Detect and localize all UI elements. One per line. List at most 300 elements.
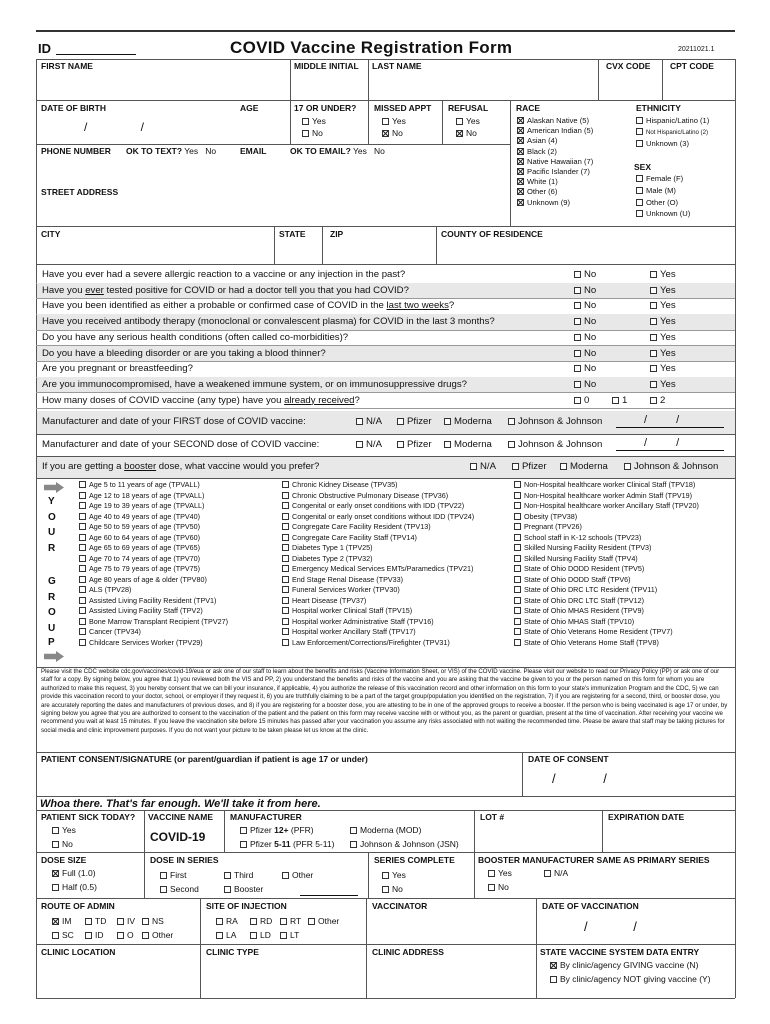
ethnicity-option[interactable] (636, 140, 689, 149)
checkbox[interactable] (636, 175, 643, 182)
checkbox-checked[interactable] (52, 870, 59, 877)
route-option[interactable] (117, 931, 134, 941)
checkbox[interactable] (302, 130, 309, 137)
group-option[interactable] (514, 534, 641, 542)
checkbox[interactable] (282, 639, 289, 646)
option-label: Congenital or early onset conditions with IDD (TPV22) (292, 501, 465, 510)
checkbox[interactable] (350, 841, 357, 848)
race-option[interactable] (517, 137, 557, 146)
answer-option[interactable] (650, 300, 676, 311)
option-label: Hispanic/Latino (1) (646, 116, 710, 125)
checkbox[interactable] (350, 827, 357, 834)
group-option[interactable] (79, 492, 204, 500)
checkbox[interactable] (79, 576, 86, 583)
checkbox[interactable] (282, 565, 289, 572)
checkbox-checked[interactable] (517, 158, 524, 165)
checkbox[interactable] (85, 918, 92, 925)
group-option[interactable] (79, 502, 204, 510)
dose-option[interactable] (512, 461, 547, 472)
checkbox[interactable] (282, 618, 289, 625)
race-option[interactable] (517, 148, 557, 157)
checkbox[interactable] (160, 886, 167, 893)
checkbox[interactable] (650, 318, 657, 325)
ethnicity-option[interactable] (636, 117, 709, 126)
checkbox[interactable] (574, 287, 581, 294)
series-second[interactable]: Second (160, 885, 199, 895)
group-letter: P (48, 637, 55, 648)
checkbox[interactable] (308, 918, 315, 925)
refusal-yes[interactable] (456, 117, 480, 127)
checkbox[interactable] (636, 117, 643, 124)
group-option[interactable] (514, 607, 644, 615)
checkbox[interactable] (514, 544, 521, 551)
answer-option[interactable] (574, 348, 596, 359)
group-option[interactable] (79, 586, 131, 594)
checkbox[interactable] (356, 418, 363, 425)
checkbox[interactable] (52, 932, 59, 939)
dose-option[interactable] (624, 461, 718, 472)
checkbox[interactable] (574, 334, 581, 341)
checkbox[interactable] (650, 334, 657, 341)
checkbox[interactable] (514, 639, 521, 646)
date-of-consent-field[interactable]: / / (552, 771, 607, 786)
group-option[interactable] (282, 586, 400, 594)
checkbox-checked[interactable] (52, 918, 59, 925)
group-option[interactable] (514, 565, 644, 573)
route-option[interactable] (52, 931, 74, 941)
mfr-moderna[interactable]: Moderna (MOD) (350, 826, 421, 836)
answer-option[interactable] (650, 269, 676, 280)
checkbox[interactable] (636, 199, 643, 206)
checkbox-checked[interactable] (456, 130, 463, 137)
checkbox[interactable] (79, 586, 86, 593)
group-option[interactable] (282, 534, 417, 542)
answer-option[interactable] (574, 395, 589, 406)
entry-giving[interactable]: By clinic/agency GIVING vaccine (N) (550, 961, 698, 971)
checkbox[interactable] (117, 932, 124, 939)
series-other[interactable]: Other (282, 871, 313, 881)
missed-yes[interactable] (382, 117, 406, 127)
group-option[interactable] (79, 639, 203, 647)
group-option[interactable] (282, 639, 450, 647)
group-option[interactable] (79, 597, 216, 605)
bm-yes[interactable]: Yes (488, 869, 512, 879)
sick-no[interactable]: No (52, 840, 73, 850)
city-label: CITY (41, 229, 61, 239)
site-option[interactable] (280, 917, 301, 927)
checkbox-checked[interactable] (550, 962, 557, 969)
checkbox[interactable] (79, 523, 86, 530)
answer-option[interactable] (612, 395, 627, 406)
arrow-icon (44, 482, 64, 493)
checkbox[interactable] (514, 618, 521, 625)
site-option[interactable] (216, 917, 238, 927)
route-option[interactable] (85, 931, 104, 941)
group-option[interactable] (282, 607, 412, 615)
checkbox[interactable] (224, 886, 231, 893)
checkbox[interactable] (550, 976, 557, 983)
group-option[interactable] (79, 523, 200, 531)
checkbox[interactable] (514, 565, 521, 572)
site-option[interactable] (250, 931, 271, 941)
checkbox[interactable] (282, 607, 289, 614)
group-letter: R (48, 543, 56, 554)
checkbox[interactable] (650, 287, 657, 294)
checkbox-checked[interactable] (517, 199, 524, 206)
group-option[interactable] (514, 586, 657, 594)
checkbox[interactable] (282, 523, 289, 530)
checkbox-checked[interactable] (517, 148, 524, 155)
mfr-pfizer-12[interactable]: Pfizer 12+ (PFR) (240, 826, 314, 836)
checkbox-checked[interactable] (517, 137, 524, 144)
checkbox[interactable] (636, 128, 643, 135)
checkbox[interactable] (79, 502, 86, 509)
date-vaccination-field[interactable]: / / (584, 919, 637, 934)
group-option[interactable] (514, 618, 634, 626)
bm-no[interactable]: No (488, 883, 509, 893)
checkbox[interactable] (79, 555, 86, 562)
answer-option[interactable] (574, 300, 596, 311)
checkbox[interactable] (160, 872, 167, 879)
checkbox[interactable] (574, 302, 581, 309)
checkbox[interactable] (282, 628, 289, 635)
sex-option[interactable] (636, 210, 690, 219)
question-text: Do you have any serious health conditions (often called co-morbidities)? (42, 331, 349, 343)
checkbox[interactable] (52, 884, 59, 891)
checkbox[interactable] (280, 932, 287, 939)
checkbox[interactable] (456, 118, 463, 125)
sex-option[interactable] (636, 175, 683, 184)
checkbox[interactable] (282, 576, 289, 583)
checkbox[interactable] (302, 118, 309, 125)
bm-na[interactable]: N/A (544, 869, 568, 879)
checkbox[interactable] (512, 463, 519, 470)
checkbox[interactable] (574, 381, 581, 388)
group-option[interactable] (282, 565, 473, 573)
group-option[interactable] (282, 544, 373, 552)
group-option[interactable] (514, 481, 695, 489)
checkbox[interactable] (282, 872, 289, 879)
group-letter: O (48, 512, 56, 523)
checkbox[interactable] (636, 187, 643, 194)
first-name-label: FIRST NAME (41, 61, 93, 71)
checkbox-checked[interactable] (382, 130, 389, 137)
checkbox[interactable] (79, 618, 86, 625)
email-no[interactable]: No (373, 146, 385, 156)
group-option[interactable] (282, 555, 373, 563)
checkbox-checked[interactable] (517, 127, 524, 134)
answer-option[interactable] (574, 363, 596, 374)
checkbox[interactable] (79, 534, 86, 541)
missed-no[interactable] (382, 129, 403, 139)
dose-option[interactable] (508, 439, 602, 450)
checkbox[interactable] (514, 492, 521, 499)
group-option[interactable] (514, 523, 582, 531)
checkbox[interactable] (52, 841, 59, 848)
checkbox[interactable] (79, 607, 86, 614)
checkbox[interactable] (79, 513, 86, 520)
answer-option[interactable] (574, 269, 596, 280)
group-option[interactable] (514, 628, 673, 636)
group-option[interactable] (79, 544, 200, 552)
text-yes[interactable]: Yes (184, 146, 199, 156)
checkbox[interactable] (444, 418, 451, 425)
checkbox[interactable] (488, 870, 495, 877)
complete-yes[interactable]: Yes (382, 871, 406, 881)
group-option[interactable] (79, 576, 207, 584)
checkbox[interactable] (636, 140, 643, 147)
checkbox[interactable] (224, 872, 231, 879)
checkbox[interactable] (79, 597, 86, 604)
option-label: State of Ohio DRC LTC Resident (TPV11) (524, 585, 658, 594)
group-option[interactable] (514, 597, 644, 605)
checkbox[interactable] (514, 555, 521, 562)
route-option[interactable] (52, 917, 71, 927)
answer-option[interactable] (574, 285, 596, 296)
checkbox[interactable] (650, 365, 657, 372)
group-option[interactable] (79, 607, 203, 615)
race-option[interactable] (517, 168, 590, 177)
group-option[interactable] (514, 555, 638, 563)
frame-line (36, 796, 735, 797)
mfr-jj[interactable]: Johnson & Johnson (JSN) (350, 840, 459, 850)
site-option[interactable] (308, 917, 339, 927)
site-option[interactable] (280, 931, 299, 941)
site-option[interactable] (216, 931, 236, 941)
checkbox[interactable] (574, 318, 581, 325)
checkbox[interactable] (574, 397, 581, 404)
frame-line (36, 59, 37, 998)
checkbox[interactable] (514, 534, 521, 541)
checkbox[interactable] (514, 607, 521, 614)
checkbox[interactable] (514, 481, 521, 488)
option-label: No (584, 269, 597, 280)
route-option[interactable] (142, 917, 164, 927)
seventeen-no[interactable] (302, 129, 323, 139)
group-option[interactable] (514, 544, 651, 552)
checkbox[interactable] (79, 639, 86, 646)
group-option[interactable] (282, 576, 403, 584)
checkbox[interactable] (282, 481, 289, 488)
answer-option[interactable] (650, 363, 676, 374)
checkbox[interactable] (79, 481, 86, 488)
checkbox[interactable] (514, 586, 521, 593)
frame-line (274, 226, 275, 264)
group-option[interactable] (514, 513, 577, 521)
checkbox[interactable] (624, 463, 631, 470)
answer-option[interactable] (574, 379, 596, 390)
checkbox[interactable] (514, 502, 521, 509)
checkbox[interactable] (514, 523, 521, 530)
checkbox[interactable] (560, 463, 567, 470)
checkbox[interactable] (280, 918, 287, 925)
option-label: Age 50 to 59 years of age (TPV50) (89, 522, 201, 531)
checkbox[interactable] (282, 492, 289, 499)
site-option[interactable] (250, 917, 272, 927)
group-option[interactable] (282, 502, 464, 510)
checkbox[interactable] (282, 502, 289, 509)
answer-option[interactable] (650, 379, 676, 390)
checkbox[interactable] (574, 271, 581, 278)
checkbox[interactable] (250, 932, 257, 939)
checkbox[interactable] (514, 513, 521, 520)
group-option[interactable] (79, 534, 200, 542)
checkbox-checked[interactable] (517, 168, 524, 175)
checkbox[interactable] (52, 827, 59, 834)
dob-field[interactable]: / / (84, 120, 145, 134)
group-option[interactable] (79, 628, 141, 636)
dose-option[interactable] (560, 461, 608, 472)
checkbox[interactable] (382, 886, 389, 893)
checkbox-checked[interactable] (517, 178, 524, 185)
group-option[interactable] (282, 597, 366, 605)
group-option[interactable] (514, 502, 699, 510)
checkbox[interactable] (282, 597, 289, 604)
checkbox[interactable] (382, 118, 389, 125)
sex-option[interactable] (636, 187, 676, 196)
checkbox[interactable] (216, 918, 223, 925)
group-option[interactable] (79, 513, 200, 521)
race-option[interactable] (517, 158, 593, 167)
checkbox[interactable] (356, 441, 363, 448)
answer-option[interactable] (650, 332, 676, 343)
group-option[interactable] (282, 628, 416, 636)
sex-option[interactable] (636, 199, 678, 208)
checkbox[interactable] (142, 918, 149, 925)
checkbox[interactable] (574, 365, 581, 372)
group-option[interactable] (282, 492, 448, 500)
race-option[interactable] (517, 127, 593, 136)
checkbox[interactable] (650, 397, 657, 404)
sick-yes[interactable]: Yes (52, 826, 76, 836)
dose-option[interactable] (356, 439, 382, 450)
checkbox[interactable] (444, 441, 451, 448)
ethnicity-option[interactable] (636, 128, 708, 136)
checkbox[interactable] (650, 381, 657, 388)
email-yes[interactable]: Yes (352, 146, 367, 156)
checkbox[interactable] (85, 932, 92, 939)
checkbox[interactable] (240, 827, 247, 834)
race-option[interactable] (517, 178, 558, 187)
group-option[interactable] (282, 618, 434, 626)
checkbox[interactable] (282, 555, 289, 562)
checkbox[interactable] (250, 918, 257, 925)
answer-option[interactable] (574, 332, 596, 343)
complete-no[interactable]: No (382, 885, 403, 895)
second-dose-date[interactable]: / / (616, 437, 724, 451)
route-option[interactable] (85, 917, 106, 927)
checkbox[interactable] (514, 628, 521, 635)
dose-option[interactable] (444, 439, 492, 450)
group-option[interactable] (79, 565, 200, 573)
dose-half[interactable]: Half (0.5) (52, 883, 97, 893)
dose-option[interactable] (397, 439, 432, 450)
answer-option[interactable] (650, 348, 676, 359)
series-first[interactable]: First (160, 871, 187, 881)
group-option[interactable] (79, 555, 200, 563)
checkbox[interactable] (282, 544, 289, 551)
checkbox[interactable] (382, 872, 389, 879)
checkbox[interactable] (636, 210, 643, 217)
dose-option[interactable] (470, 461, 496, 472)
checkbox[interactable] (117, 918, 124, 925)
group-option[interactable] (514, 492, 692, 500)
dose-option[interactable] (397, 416, 432, 427)
checkbox[interactable] (508, 441, 515, 448)
checkbox[interactable] (488, 884, 495, 891)
group-option[interactable] (282, 523, 431, 531)
checkbox[interactable] (470, 463, 477, 470)
checkbox[interactable] (216, 932, 223, 939)
first-dose-date[interactable]: / / (616, 414, 724, 428)
checkbox-checked[interactable] (517, 188, 524, 195)
answer-option[interactable] (574, 316, 596, 327)
checkbox[interactable] (612, 397, 619, 404)
checkbox[interactable] (508, 418, 515, 425)
group-option[interactable] (282, 481, 397, 489)
checkbox[interactable] (142, 932, 149, 939)
checkbox[interactable] (574, 350, 581, 357)
checkbox[interactable] (650, 271, 657, 278)
dose-option[interactable] (356, 416, 382, 427)
race-option[interactable] (517, 188, 557, 197)
checkbox[interactable] (282, 513, 289, 520)
group-option[interactable] (79, 618, 228, 626)
checkbox[interactable] (514, 597, 521, 604)
dose-full[interactable]: Full (1.0) (52, 869, 96, 879)
state-entry-label: STATE VACCINE SYSTEM DATA ENTRY (540, 947, 700, 957)
checkbox[interactable] (282, 534, 289, 541)
entry-not-giving[interactable]: By clinic/agency NOT giving vaccine (Y) (550, 975, 711, 985)
checkbox[interactable] (650, 302, 657, 309)
dob-label: DATE OF BIRTH (41, 103, 107, 113)
mfr-pfizer-5-11[interactable]: Pfizer 5-11 (PFR 5-11) (240, 840, 334, 850)
group-option[interactable] (514, 639, 659, 647)
series-booster[interactable]: Booster (224, 885, 263, 895)
frame-line (224, 810, 225, 852)
race-option[interactable] (517, 117, 589, 126)
checkbox[interactable] (282, 586, 289, 593)
answer-option[interactable] (650, 395, 665, 406)
checkbox[interactable] (544, 870, 551, 877)
checkbox[interactable] (79, 565, 86, 572)
checkbox[interactable] (397, 418, 404, 425)
refusal-no[interactable] (456, 129, 477, 139)
checkbox[interactable] (397, 441, 404, 448)
checkbox-checked[interactable] (517, 117, 524, 124)
race-option[interactable] (517, 199, 570, 208)
group-option[interactable] (514, 576, 631, 584)
form-title: COVID Vaccine Registration Form (230, 38, 513, 57)
dose-option[interactable] (508, 416, 602, 427)
checkbox[interactable] (240, 841, 247, 848)
checkbox[interactable] (79, 544, 86, 551)
checkbox[interactable] (514, 576, 521, 583)
checkbox[interactable] (650, 350, 657, 357)
text-no[interactable]: No (205, 146, 217, 156)
route-option[interactable] (142, 931, 173, 941)
series-third[interactable]: Third (224, 871, 253, 881)
group-option[interactable] (282, 513, 474, 521)
answer-option[interactable] (650, 285, 676, 296)
seventeen-yes[interactable] (302, 117, 326, 127)
checkbox[interactable] (79, 492, 86, 499)
dose-option[interactable] (444, 416, 492, 427)
answer-option[interactable] (650, 316, 676, 327)
checkbox[interactable] (79, 628, 86, 635)
group-option[interactable] (79, 481, 200, 489)
route-option[interactable] (117, 917, 135, 927)
